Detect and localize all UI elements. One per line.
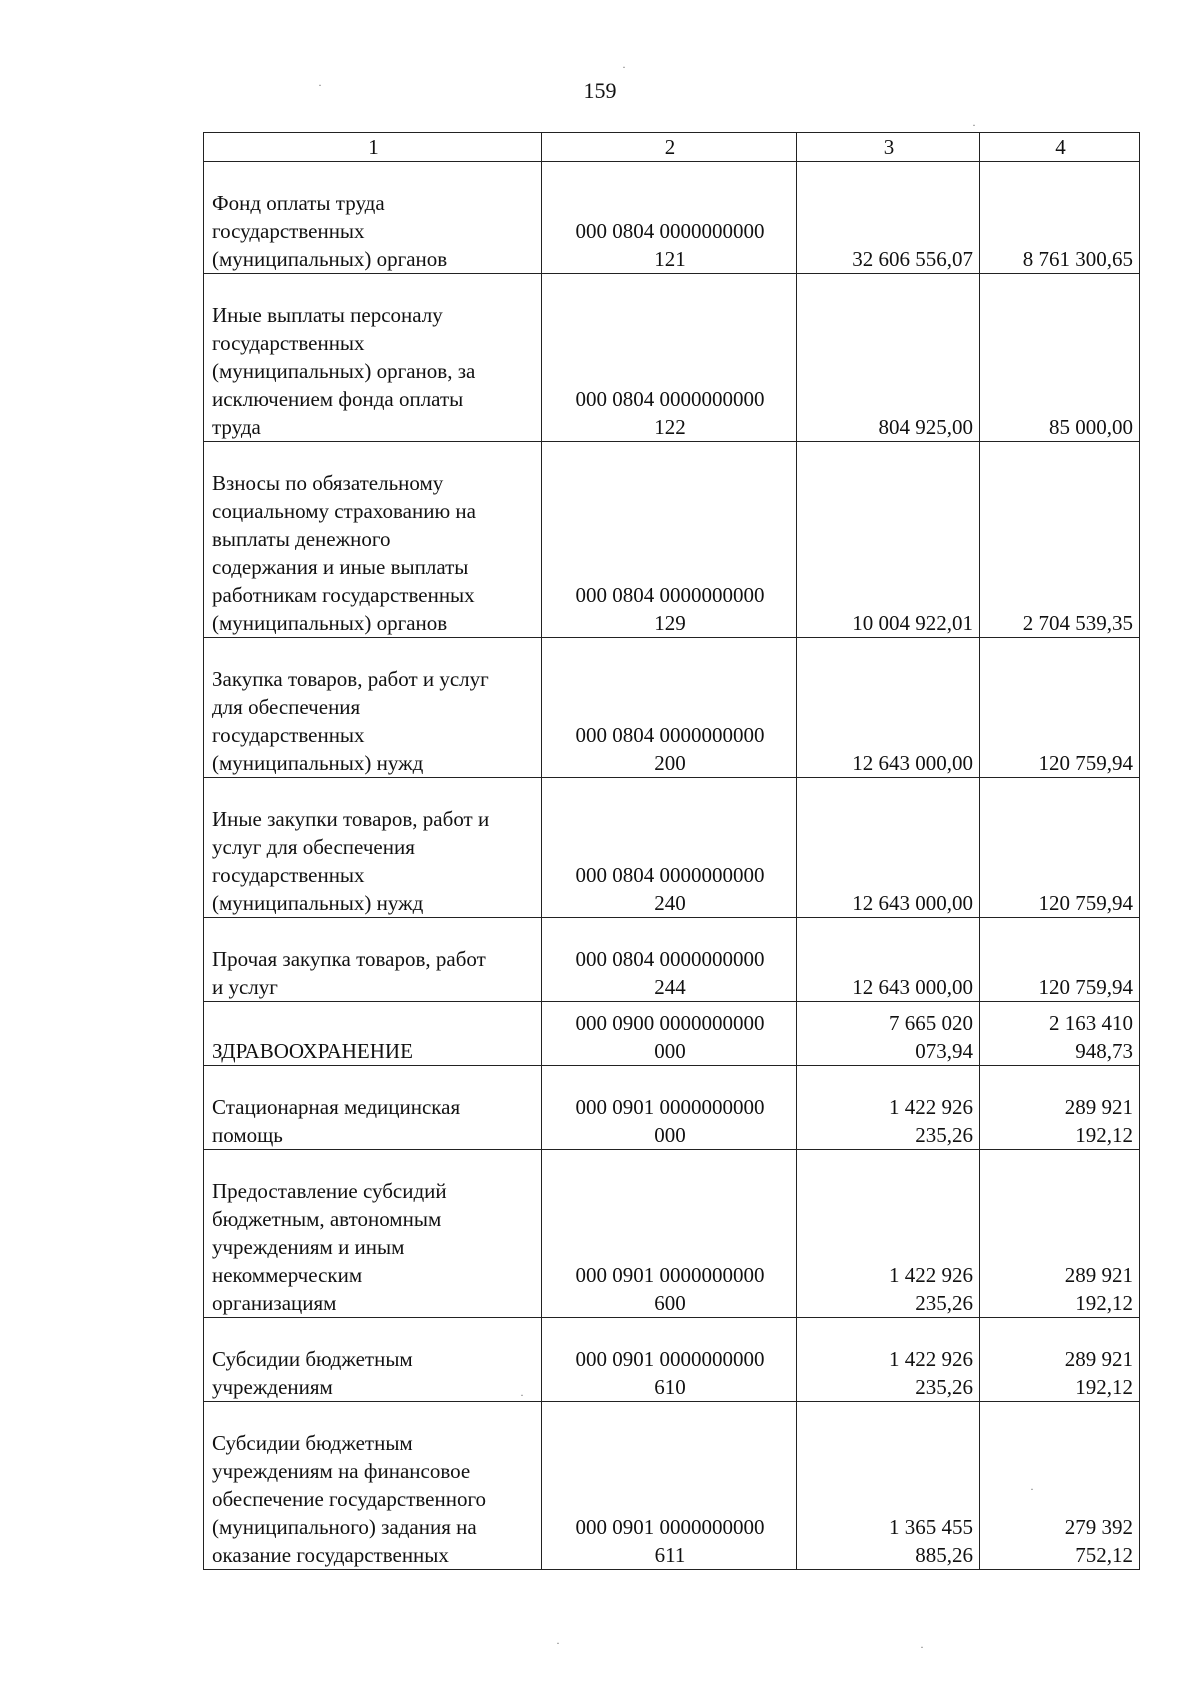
column-header: 4 <box>980 133 1140 162</box>
row-col3-value: 32 606 556,07 <box>797 162 980 274</box>
row-col3-value: 7 665 020 073,94 <box>797 1002 980 1066</box>
row-col4-value: 279 392 752,12 <box>980 1402 1140 1570</box>
row-col4-value: 289 921 192,12 <box>980 1066 1140 1150</box>
row-name: Стационарная медицинская помощь <box>204 1066 542 1150</box>
table-row <box>204 274 1140 442</box>
row-code: 000 0900 0000000000 000 <box>542 1002 797 1066</box>
scan-speck: · <box>972 118 976 132</box>
row-code: 000 0901 0000000000 610 <box>542 1318 797 1402</box>
row-col3-value: 1 422 926 235,26 <box>797 1150 980 1318</box>
table-row <box>204 778 1140 918</box>
row-col4-value: 289 921 192,12 <box>980 1150 1140 1318</box>
row-code: 000 0901 0000000000 611 <box>542 1402 797 1570</box>
table-row <box>204 1066 1140 1150</box>
row-col3-value: 1 365 455 885,26 <box>797 1402 980 1570</box>
table-row <box>204 638 1140 778</box>
table-row <box>204 1002 1140 1066</box>
row-col4-value: 8 761 300,65 <box>980 162 1140 274</box>
row-name: Субсидии бюджетным учреждениям на финансовое обеспечение государственного (муниципального) задания на оказание государственных <box>204 1402 542 1570</box>
page-number: 159 <box>583 78 617 103</box>
row-col3-value: 1 422 926 235,26 <box>797 1066 980 1150</box>
scan-speck: · <box>1030 1482 1034 1496</box>
row-name: ЗДРАВООХРАНЕНИЕ <box>204 1002 542 1066</box>
scan-speck: · <box>520 1388 524 1402</box>
table-row <box>204 1150 1140 1318</box>
row-col4-value: 85 000,00 <box>980 274 1140 442</box>
row-col4-value: 2 704 539,35 <box>980 442 1140 638</box>
row-col4-value: 120 759,94 <box>980 918 1140 1002</box>
column-header: 2 <box>542 133 797 162</box>
row-code: 000 0804 0000000000 122 <box>542 274 797 442</box>
column-header: 3 <box>797 133 980 162</box>
scan-speck: · <box>318 78 322 92</box>
row-code: 000 0804 0000000000 200 <box>542 638 797 778</box>
row-col3-value: 12 643 000,00 <box>797 918 980 1002</box>
row-code: 000 0901 0000000000 000 <box>542 1066 797 1150</box>
row-col3-value: 10 004 922,01 <box>797 442 980 638</box>
row-code: 000 0901 0000000000 600 <box>542 1150 797 1318</box>
table-row <box>204 442 1140 638</box>
scan-speck: · <box>920 1640 924 1654</box>
scan-speck: · <box>622 60 626 74</box>
row-col4-value: 120 759,94 <box>980 778 1140 918</box>
row-name: Иные выплаты персоналу государственных (муниципальных) органов, за исключением фонда оплаты труда <box>204 274 542 442</box>
table-row <box>204 1318 1140 1402</box>
row-code: 000 0804 0000000000 240 <box>542 778 797 918</box>
row-col3-value: 1 422 926 235,26 <box>797 1318 980 1402</box>
row-name: Прочая закупка товаров, работ и услуг <box>204 918 542 1002</box>
row-code: 000 0804 0000000000 244 <box>542 918 797 1002</box>
row-col4-value: 2 163 410 948,73 <box>980 1002 1140 1066</box>
row-name: Закупка товаров, работ и услуг для обеспечения государственных (муниципальных) нужд <box>204 638 542 778</box>
budget-table <box>203 132 1140 1570</box>
row-name: Субсидии бюджетным учреждениям <box>204 1318 542 1402</box>
header-row <box>204 133 1140 162</box>
row-name: Иные закупки товаров, работ и услуг для обеспечения государственных (муниципальных) нужд <box>204 778 542 918</box>
scan-speck: · <box>556 1636 560 1650</box>
row-col3-value: 804 925,00 <box>797 274 980 442</box>
row-name: Фонд оплаты труда государственных (муниципальных) органов <box>204 162 542 274</box>
row-name: Взносы по обязательному социальному страхованию на выплаты денежного содержания и иные выплаты работникам государственных (муниципальных) органов <box>204 442 542 638</box>
row-col4-value: 289 921 192,12 <box>980 1318 1140 1402</box>
row-code: 000 0804 0000000000 129 <box>542 442 797 638</box>
row-name: Предоставление субсидий бюджетным, автономным учреждениям и иным некоммерческим организациям <box>204 1150 542 1318</box>
row-col4-value: 120 759,94 <box>980 638 1140 778</box>
row-col3-value: 12 643 000,00 <box>797 778 980 918</box>
row-col3-value: 12 643 000,00 <box>797 638 980 778</box>
table-row <box>204 918 1140 1002</box>
row-code: 000 0804 0000000000 121 <box>542 162 797 274</box>
table-row <box>204 162 1140 274</box>
column-header: 1 <box>204 133 542 162</box>
table-row <box>204 1402 1140 1570</box>
